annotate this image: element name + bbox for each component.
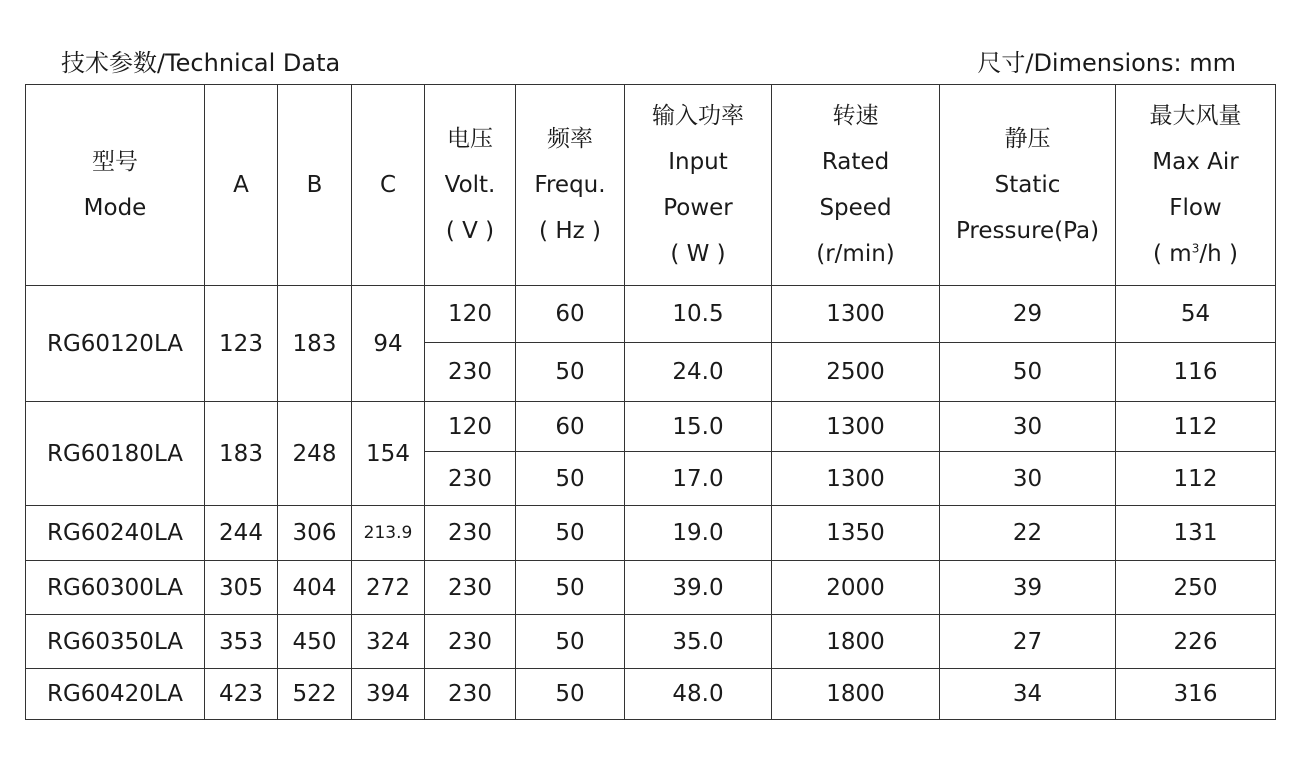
volt-cell: 230 — [425, 669, 516, 720]
pressure-cell: 34 — [940, 669, 1116, 720]
table-row — [26, 615, 1276, 669]
volt-cell: 230 — [425, 343, 516, 402]
table-row — [26, 561, 1276, 615]
col-header-voltage: 电压 Volt. ( V ) — [425, 85, 516, 286]
dimensions-note: 尺寸/Dimensions: mm — [977, 49, 1236, 77]
col-header-a: A — [205, 85, 278, 286]
speed-cell: 1300 — [772, 402, 940, 452]
dim-c-cell: 272 — [352, 561, 425, 615]
freq-cell: 50 — [516, 561, 625, 615]
speed-cell: 1300 — [772, 286, 940, 343]
table-row — [26, 669, 1276, 720]
col-header-model: 型号 Mode — [26, 85, 205, 286]
dim-b-cell: 248 — [278, 402, 352, 506]
volt-cell: 230 — [425, 561, 516, 615]
dim-c-cell: 154 — [352, 402, 425, 506]
pressure-cell: 30 — [940, 452, 1116, 506]
dim-b-cell: 306 — [278, 506, 352, 561]
technical-data-table — [25, 84, 1276, 720]
speed-cell: 2000 — [772, 561, 940, 615]
model-cell: RG60120LA — [26, 286, 205, 402]
dim-c-cell: 324 — [352, 615, 425, 669]
model-cell: RG60240LA — [26, 506, 205, 561]
freq-cell: 50 — [516, 343, 625, 402]
freq-cell: 50 — [516, 452, 625, 506]
table-row — [26, 402, 1276, 452]
freq-cell: 60 — [516, 402, 625, 452]
freq-cell: 50 — [516, 506, 625, 561]
power-cell: 19.0 — [625, 506, 772, 561]
power-cell: 17.0 — [625, 452, 772, 506]
flow-cell: 54 — [1116, 286, 1276, 343]
flow-cell: 112 — [1116, 452, 1276, 506]
dim-a-cell: 353 — [205, 615, 278, 669]
volt-cell: 230 — [425, 506, 516, 561]
pressure-cell: 27 — [940, 615, 1116, 669]
dim-a-cell: 123 — [205, 286, 278, 402]
speed-cell: 1800 — [772, 615, 940, 669]
speed-cell: 1800 — [772, 669, 940, 720]
flow-cell: 116 — [1116, 343, 1276, 402]
dim-a-cell: 244 — [205, 506, 278, 561]
pressure-cell: 29 — [940, 286, 1116, 343]
flow-cell: 316 — [1116, 669, 1276, 720]
col-header-c: C — [352, 85, 425, 286]
pressure-cell: 30 — [940, 402, 1116, 452]
col-header-static-pressure: 静压 Static Pressure(Pa) — [940, 85, 1116, 286]
speed-cell: 1300 — [772, 452, 940, 506]
dim-b-cell: 522 — [278, 669, 352, 720]
dim-a-cell: 423 — [205, 669, 278, 720]
flow-cell: 131 — [1116, 506, 1276, 561]
col-header-rated-speed: 转速 Rated Speed (r/min) — [772, 85, 940, 286]
dim-b-cell: 183 — [278, 286, 352, 402]
header-row — [26, 85, 1276, 286]
power-cell: 10.5 — [625, 286, 772, 343]
flow-cell: 250 — [1116, 561, 1276, 615]
model-cell: RG60300LA — [26, 561, 205, 615]
freq-cell: 50 — [516, 669, 625, 720]
table-row — [26, 286, 1276, 343]
dim-a-cell: 305 — [205, 561, 278, 615]
dim-c-cell: 213.9 — [352, 506, 425, 561]
dim-b-cell: 404 — [278, 561, 352, 615]
table-row — [26, 506, 1276, 561]
flow-cell: 112 — [1116, 402, 1276, 452]
pressure-cell: 50 — [940, 343, 1116, 402]
flow-cell: 226 — [1116, 615, 1276, 669]
col-header-input-power: 输入功率 Input Power ( W ) — [625, 85, 772, 286]
freq-cell: 50 — [516, 615, 625, 669]
model-cell: RG60350LA — [26, 615, 205, 669]
power-cell: 24.0 — [625, 343, 772, 402]
speed-cell: 1350 — [772, 506, 940, 561]
page-title: 技术参数/Technical Data — [61, 49, 341, 77]
model-cell: RG60180LA — [26, 402, 205, 506]
col-header-frequency: 频率 Frequ. ( Hz ) — [516, 85, 625, 286]
speed-cell: 2500 — [772, 343, 940, 402]
dim-b-cell: 450 — [278, 615, 352, 669]
dim-c-cell: 94 — [352, 286, 425, 402]
power-cell: 48.0 — [625, 669, 772, 720]
col-header-max-air-flow: 最大风量 Max Air Flow ( $m^3/h$ ) — [1116, 85, 1276, 286]
volt-cell: 230 — [425, 615, 516, 669]
power-cell: 35.0 — [625, 615, 772, 669]
power-cell: 39.0 — [625, 561, 772, 615]
col-header-b: B — [278, 85, 352, 286]
pressure-cell: 22 — [940, 506, 1116, 561]
flow-unit: ( $m^3/h$ ) — [1153, 241, 1238, 267]
volt-cell: 120 — [425, 402, 516, 452]
volt-cell: 120 — [425, 286, 516, 343]
volt-cell: 230 — [425, 452, 516, 506]
dim-c-cell: 394 — [352, 669, 425, 720]
power-cell: 15.0 — [625, 402, 772, 452]
freq-cell: 60 — [516, 286, 625, 343]
pressure-cell: 39 — [940, 561, 1116, 615]
model-cell: RG60420LA — [26, 669, 205, 720]
dim-a-cell: 183 — [205, 402, 278, 506]
